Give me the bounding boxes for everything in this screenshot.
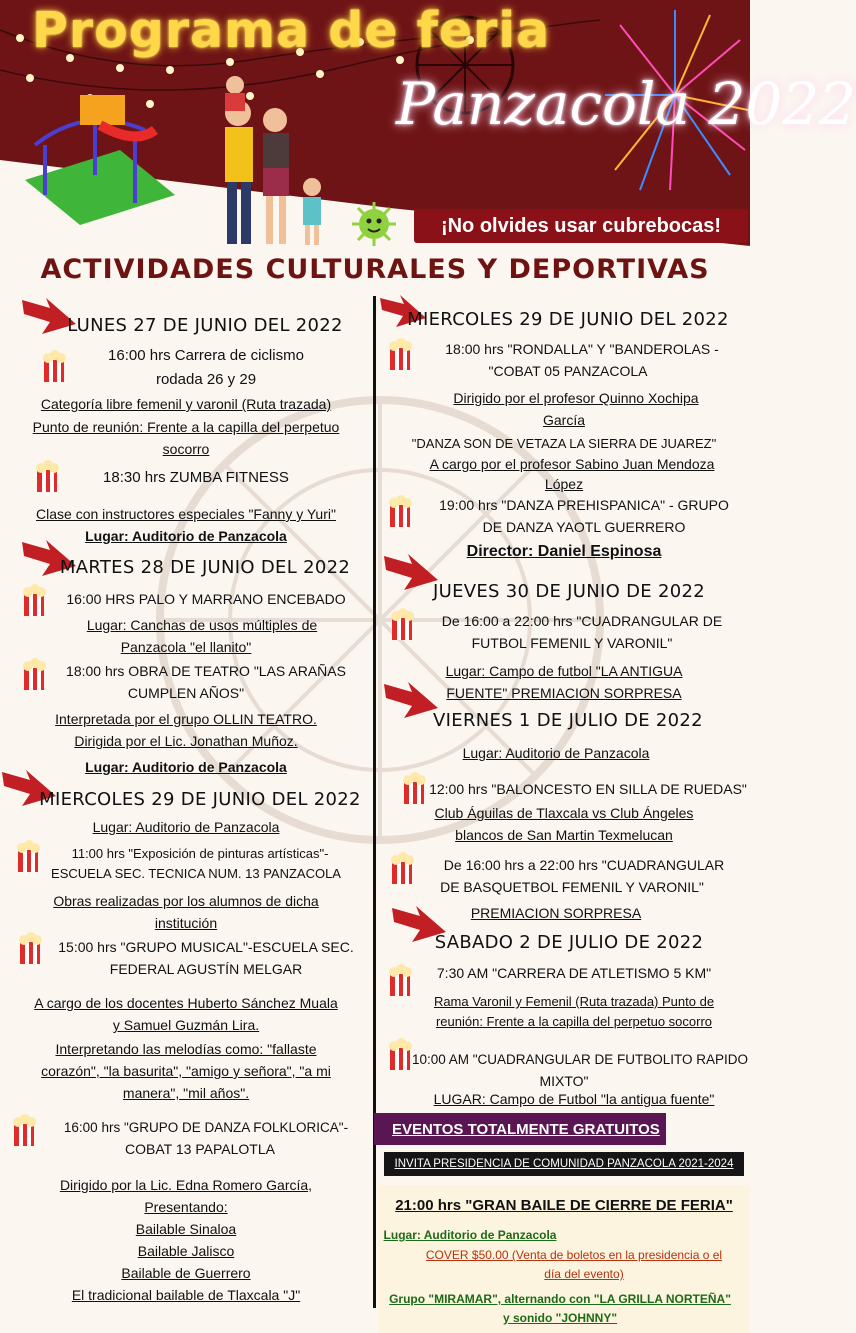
event-text: 7:30 AM "CARRERA DE ATLETISMO 5 KM" [436, 965, 712, 981]
event-text: PREMIACION SORPRESA [470, 905, 642, 921]
event-text: Lugar: Auditorio de Panzacola [85, 528, 287, 544]
event-text: y sonido "JOHNNY" [502, 1311, 618, 1325]
day-heading-sabado: SABADO 2 DE JULIO DE 2022 [434, 932, 704, 953]
event-text: Clase con instructores especiales "Fanny y Yuri" [36, 506, 336, 522]
event-text: 10:00 AM "CUADRANGULAR DE FUTBOLITO RAPIDO [411, 1052, 749, 1067]
event-text: Obras realizadas por los alumnos de dicha [53, 893, 319, 909]
event-text: Lugar: Campo de futbol "LA ANTIGUA [445, 663, 683, 679]
event-text: ESCUELA SEC. TECNICA NUM. 13 PANZACOLA [51, 866, 341, 881]
event-text: 18:00 hrs "RONDALLA" Y "BANDEROLAS - [445, 341, 719, 357]
event-text: institución [154, 915, 218, 931]
event-text: corazón", "la basurita", "amigo y señora", "a mi [41, 1063, 331, 1079]
event-text: Lugar: Auditorio de Panzacola [92, 819, 280, 835]
closing-dance-title: 21:00 hrs "GRAN BAILE DE CIERRE DE FERIA" [395, 1197, 733, 1214]
event-text: COBAT 13 PAPALOTLA [125, 1141, 275, 1157]
event-text: FUTBOL FEMENIL Y VARONIL" [471, 635, 673, 651]
event-text: 18:00 hrs OBRA DE TEATRO "LAS ARAÑAS [66, 663, 346, 679]
virus-icon [350, 200, 398, 248]
event-text: "COBAT 05 PANZACOLA [488, 363, 648, 379]
event-text: Categoría libre femenil y varonil (Ruta trazada) [40, 396, 332, 412]
event-text: De 16:00 hrs a 22:00 hrs "CUADRANGULAR [443, 857, 725, 873]
event-text: A cargo por el profesor Sabino Juan Mendoza [429, 456, 715, 472]
event-text: rodada 26 y 29 [155, 371, 257, 388]
event-text: 16:00 hrs Carrera de ciclismo [108, 347, 304, 364]
event-text: 16:00 HRS PALO Y MARRANO ENCEBADO [66, 591, 346, 607]
event-text: El tradicional bailable de Tlaxcala "J" [71, 1287, 301, 1303]
event-text: Interpretando las melodías como: "fallaste [55, 1041, 317, 1057]
event-text: 15:00 hrs "GRUPO MUSICAL"-ESCUELA SEC. [58, 939, 354, 955]
event-text: LUGAR: Campo de Futbol "la antigua fuente" [433, 1091, 715, 1107]
event-text: Director: Daniel Espinosa [466, 543, 662, 560]
event-text: Lugar: Auditorio de Panzacola [462, 745, 650, 761]
event-text: DE BASQUETBOL FEMENIL Y VARONIL" [440, 879, 704, 895]
program-title: Programa de feria [32, 2, 551, 59]
event-text: "DANZA SON DE VETAZA LA SIERRA DE JUAREZ" [411, 436, 717, 451]
free-events-banner: EVENTOS TOTALMENTE GRATUITOS [374, 1113, 666, 1145]
event-text: Dirigido por la Lic. Edna Romero García, [59, 1177, 313, 1193]
event-text: Interpretada por el grupo OLLIN TEATRO. [55, 711, 317, 727]
family-illustration-icon [205, 75, 335, 250]
event-text: De 16:00 a 22:00 hrs "CUADRANGULAR DE [441, 613, 723, 629]
event-text: Lugar: Auditorio de Panzacola [85, 759, 287, 775]
event-text: manera", "mil años". [122, 1085, 250, 1101]
event-text: Bailable Sinaloa [135, 1221, 237, 1237]
event-text: 18:30 hrs ZUMBA FITNESS [103, 469, 289, 486]
day-heading-miercoles: MIERCOLES 29 DE JUNIO DEL 2022 [39, 789, 361, 810]
event-text: 16:00 hrs "GRUPO DE DANZA FOLKLORICA"- [63, 1120, 349, 1135]
event-text: López [544, 476, 584, 492]
event-text: CUMPLEN AÑOS" [127, 685, 245, 701]
event-text: socorro [162, 441, 210, 457]
town-year-title: Panzacola 2022 [396, 70, 856, 138]
event-text: blancos de San Martin Texmelucan [455, 827, 673, 843]
event-text: DE DANZA YAOTL GUERRERO [482, 519, 686, 535]
invitation-banner: INVITA PRESIDENCIA DE COMUNIDAD PANZACOLA 2021-2024 [384, 1152, 744, 1176]
mask-reminder-banner: ¡No olvides usar cubrebocas! [414, 209, 748, 243]
playground-icon [25, 85, 180, 225]
day-heading-viernes: VIERNES 1 DE JULIO DE 2022 [433, 710, 703, 731]
event-text: Bailable Jalisco [137, 1243, 235, 1259]
event-text: Bailable de Guerrero [121, 1265, 251, 1281]
day-heading-martes: MARTES 28 DE JUNIO DEL 2022 [59, 557, 351, 578]
event-text: Punto de reunión: Frente a la capilla del perpetuo [32, 419, 340, 435]
event-text: y Samuel Guzmán Lira. [112, 1017, 260, 1033]
day-heading-jueves: JUEVES 30 DE JUNIO DE 2022 [433, 581, 705, 602]
day-heading-miercoles: MIERCOLES 29 DE JUNIO DEL 2022 [407, 309, 729, 330]
event-text: Lugar: Auditorio de Panzacola [383, 1228, 557, 1242]
event-text: FEDERAL AGUSTÍN MELGAR [109, 961, 303, 977]
event-text: Panzacola "el llanito" [120, 639, 252, 655]
event-text: Grupo "MIRAMAR", alternando con "LA GRILLA NORTEÑA" [389, 1292, 731, 1306]
section-title: ACTIVIDADES CULTURALES Y DEPORTIVAS [40, 254, 710, 285]
event-text: MIXTO" [539, 1073, 589, 1089]
event-text: Presentando: [144, 1199, 228, 1215]
day-heading-lunes: LUNES 27 DE JUNIO DEL 2022 [67, 315, 343, 336]
event-text: Dirigida por el Lic. Jonathan Muñoz. [74, 733, 298, 749]
event-text: 19:00 hrs "DANZA PREHISPANICA" - GRUPO [439, 497, 729, 513]
event-text: 12:00 hrs "BALONCESTO EN SILLA DE RUEDAS" [429, 781, 747, 797]
event-text: día del evento) [544, 1267, 624, 1281]
event-text: 11:00 hrs "Exposición de pinturas artísticas"- [71, 846, 329, 861]
event-text: Dirigido por el profesor Quinno Xochipa [453, 390, 699, 406]
event-text: reunión: Frente a la capilla del perpetuo socorro [435, 1014, 713, 1029]
header-banner [0, 0, 856, 250]
event-text: A cargo de los docentes Huberto Sánchez Muala [34, 995, 338, 1011]
event-text: Lugar: Canchas de usos múltiples de [86, 617, 318, 633]
event-text: Club Águilas de Tlaxcala vs Club Ángeles [434, 805, 694, 821]
event-text: FUENTE" PREMIACION SORPRESA [446, 685, 682, 701]
event-text: García [542, 412, 585, 428]
event-text: COVER $50.00 (Venta de boletos en la presidencia o el [425, 1248, 723, 1262]
event-text: Rama Varonil y Femenil (Ruta trazada) Punto de [433, 994, 715, 1009]
